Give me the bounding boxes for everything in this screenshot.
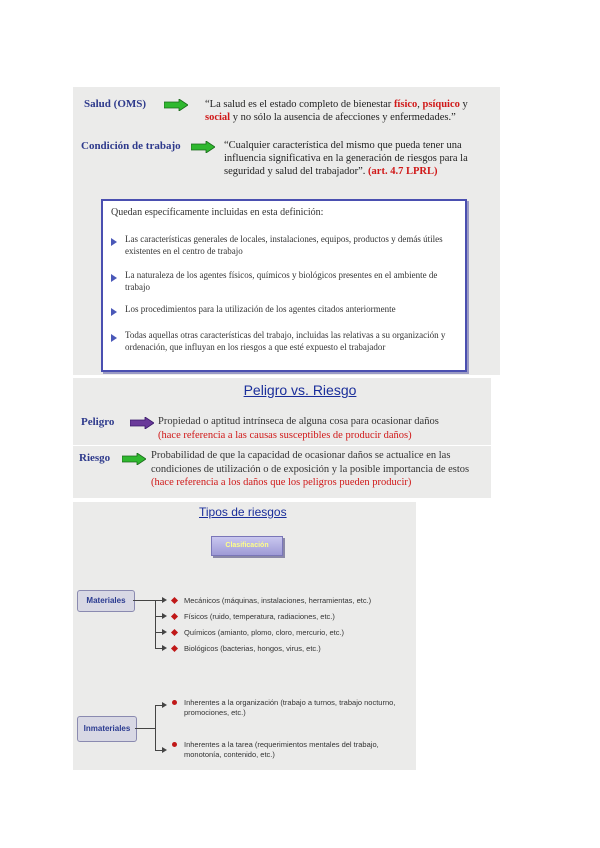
condicion-ref: (art. 4.7 LPRL) [368,166,438,177]
arrow-tip-icon [162,629,167,635]
riesgo-definition [151,449,486,490]
peligro-label: Peligro [81,416,115,428]
arrow-tip-icon [162,597,167,603]
salud-social: social [205,112,231,123]
arrow-tip-icon [162,702,167,708]
riesgo-label: Riesgo [79,452,111,464]
materiales-item: Químicos (amianto, plomo, cloro, mercurio, etc.) [184,628,345,637]
box-item: Todas aquellas otras características del trabajo, incluidas las relativas a su organización y ordenación, que influyan en los riesgos a que esté expuesto el trabajador [125,330,446,352]
arrow-tip-icon [162,645,167,651]
clasificacion-box: Clasificación [211,536,283,556]
inmateriales-item: Inherentes a la organización (trabajo a turnos, trabajo nocturno, promociones, etc.) [184,698,396,717]
connector-line [155,600,156,648]
condicion-quote [224,139,494,178]
triangle-bullet-icon [111,238,117,246]
salud-quote [205,98,495,124]
salud-label: Salud (OMS) [84,98,147,110]
salud-quote-start: “La salud es el estado completo de bienestar [205,99,394,110]
materiales-item: Biológicos (bacterias, hongos, virus, etc.) [184,644,321,653]
materiales-box: Materiales [77,590,135,612]
arrow-tip-icon [162,747,167,753]
box-item: Los procedimientos para la utilización de los agentes citados anteriormente [125,304,396,314]
salud-fisico: físico [393,99,418,110]
arrow-tip-icon [162,613,167,619]
salud-quote-end: y no sólo la ausencia de afecciones y enfermedades.” [230,112,456,123]
triangle-bullet-icon [111,334,117,342]
arrow-right-icon [130,417,154,429]
peligro-note: (hace referencia a las causas susceptibles de producir daños) [158,429,412,441]
connector-line [133,600,155,601]
circle-bullet-icon [172,742,177,747]
arrow-right-icon [191,141,215,153]
box-title: Quedan específicamente incluidas en esta definición: [111,207,324,218]
connector-line [155,705,156,751]
materiales-item: Mecánicos (máquinas, instalaciones, herramientas, etc.) [184,596,372,605]
triangle-bullet-icon [111,308,117,316]
arrow-right-icon [164,99,188,111]
condicion-label: Condición de trabajo [81,140,181,152]
salud-psiquico: psíquico [422,99,460,110]
salud-sep2: y [459,99,468,110]
peligro-text: Propiedad o aptitud intrínseca de alguna cosa para ocasionar daños [158,416,439,427]
circle-bullet-icon [172,700,177,705]
riesgo-text: Probabilidad de que la capacidad de ocasionar daños se actualice en las condiciones de utilización o de exposición y la posible importancia de estos [151,450,470,475]
riesgo-note: (hace referencia a los daños que los peligros pueden producir) [151,477,412,488]
materiales-item: Físicos (ruido, temperatura, radiaciones, etc.) [184,612,335,621]
connector-line [135,728,155,729]
peligro-riesgo-title: Peligro vs. Riesgo [243,382,357,398]
inmateriales-box: Inmateriales [77,716,137,742]
definicion-box [101,199,467,372]
salud-sep1: , [417,99,423,110]
condicion-quote-text: “Cualquier característica del mismo que pueda tener una influencia significativa en la generación de riesgos para la seguridad y salud del trabajador”. [224,140,468,177]
triangle-bullet-icon [111,274,117,282]
box-item: La naturaleza de los agentes físicos, químicos y biológicos presentes en el ambiente de trabajo [125,270,438,292]
tipos-title: Tipos de riesgos [199,505,287,519]
inmateriales-item: Inherentes a la tarea (requerimientos mentales del trabajo, monotonía, contenido, etc.) [184,740,379,759]
box-item: Las características generales de locales, instalaciones, equipos, productos y demás útiles existentes en el centro de trabajo [125,234,443,256]
arrow-right-icon [122,453,146,465]
peligro-definition [158,415,488,442]
